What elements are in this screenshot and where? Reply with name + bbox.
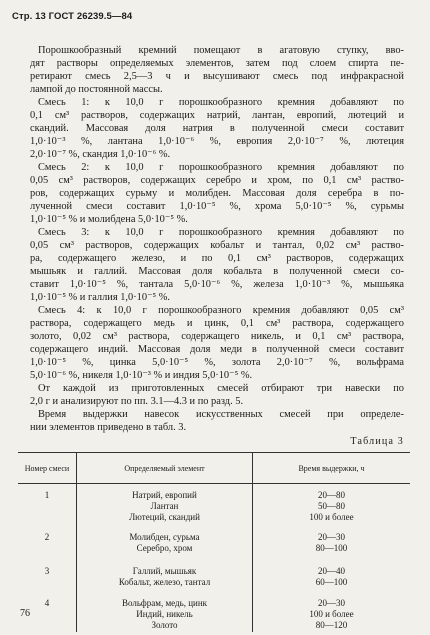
cell-times: 20—40 60—100 <box>253 558 411 592</box>
text-line: 0,1 см³ растворов, содержащих натрий, лантан, европий, лютеций и <box>30 110 404 121</box>
text-line: 1,0·10⁻³ %, лантана 1,0·10⁻⁶ %, европия 2,0·10⁻⁷ %, лютеция <box>30 136 404 147</box>
text-line: 0,05 см³ растворов, содержащих серебро и хром, по 0,1 см³ раство- <box>30 175 404 186</box>
cell-elements: Натрий, европий Лантан Лютеций, скандий <box>77 484 253 524</box>
text-line: нии элементов приведено в табл. 3. <box>30 422 187 433</box>
text-line: Смесь 2: к 10,0 г порошкообразного кремния добавляют по <box>38 162 404 173</box>
text-line: мышьяк и галлий. Массовая доля кобальта в полученной смеси со- <box>30 266 404 277</box>
text-line: 0,05 см³ растворов, содержащих кобальт и тантал, 0,02 см³ раство- <box>30 240 404 251</box>
text-line: ставит 1,0·10⁻⁵ %, тантала 5,0·10⁻⁶ %, железа 1,0·10⁻³ %, мышьяка <box>30 279 404 290</box>
table-row <box>18 558 410 592</box>
text-line: дят растворы определяемых элементов, затем под слоем спирта пе- <box>30 58 404 69</box>
text-line: 2,0·10⁻⁷ %, скандия 1,0·10⁻⁶ %. <box>30 149 171 160</box>
text-line: раствора, содержащего медь и цинк, 0,1 см³ раствора, содержащего <box>30 318 404 329</box>
column-header: Время выдержки, ч <box>253 453 411 484</box>
text-line: Смесь 3: к 10,0 г порошкообразного кремния добавляют по <box>38 227 404 238</box>
text-line: ра, содержащего железо, и по 0,1 см³ растворов, содержащих <box>30 253 404 264</box>
table-row <box>18 592 410 632</box>
cell-elements: Вольфрам, медь, цинк Индий, никель Золото <box>77 592 253 632</box>
text-line: Порошкообразный кремний помещают в агатовую ступку, вво- <box>38 45 404 56</box>
text-line: содержащего индий. Массовая доля меди в полученной смеси составит <box>30 344 404 355</box>
text-line: 2,0 г и анализируют по пп. 3.1—4.3 и по разд. 5. <box>30 396 244 407</box>
cell-elements: Галлий, мышьяк Кобальт, железо, тантал <box>77 558 253 592</box>
cell-times: 20—30 80—100 <box>253 524 411 558</box>
table-caption: Таблица 3 <box>350 436 404 447</box>
cell-number: 2 <box>44 531 50 542</box>
text-line: 1,0·10⁻⁵ % и молибдена 5,0·10⁻⁵ %. <box>30 214 188 225</box>
cell-number: 1 <box>44 490 50 500</box>
cell-number: 4 <box>44 597 50 608</box>
table-header-row <box>18 453 410 484</box>
text-line: Смесь 1: к 10,0 г порошкообразного кремния добавляют по <box>38 97 404 108</box>
text-line: золото, 0,02 см³ раствора, содержащего никель, и 0,1 см³ раствора, <box>30 331 404 342</box>
cell-elements: Молибден, сурьма Серебро, хром <box>77 524 253 558</box>
cell-times: 20—80 50—80 100 и более <box>253 484 411 524</box>
cell-times: 20—30 100 и более 80—120 <box>253 592 411 632</box>
text-line: ретирают смесь 2,5—3 ч и высушивают смесь под инфракрасной <box>30 71 404 82</box>
table-row <box>18 524 410 558</box>
table-row <box>18 484 410 524</box>
text-line: Время выдержки навесок искусственных смесей при определе- <box>38 409 404 420</box>
text-line: 1,0·10⁻⁵ % и галлия 1,0·10⁻⁵ %. <box>30 292 171 303</box>
text-line: От каждой из приготовленных смесей отбирают три навески по <box>38 383 404 394</box>
page-number: 76 <box>20 608 30 619</box>
column-header: Определяемый элемент <box>77 453 253 484</box>
text-line: лученной смеси составит 1,0·10⁻⁵ %, хрома 5,0·10⁻⁵ %, сурьмы <box>30 201 404 212</box>
text-line: скандий. Массовая доля натрия в полученной смеси составит <box>30 123 404 134</box>
text-line: 1,0·10⁻⁵ %, цинка 5,0·10⁻⁵ %, золота 2,0·10⁻⁷ %, вольфрама <box>30 357 404 368</box>
data-table <box>18 452 410 632</box>
page-header: Стр. 13 ГОСТ 26239.5—84 <box>12 11 133 22</box>
text-line: лампой до постоянной массы. <box>30 84 163 95</box>
text-line: Смесь 4: к 10,0 г порошкообразного кремния добавляют 0,05 см³ <box>38 305 404 316</box>
cell-number: 3 <box>44 565 50 576</box>
column-header: Номер смеси <box>18 453 77 484</box>
text-line: ров, содержащих сурьму и молибден. Массовая доля серебра в по- <box>30 188 404 199</box>
text-line: 5,0·10⁻⁶ %, никеля 1,0·10⁻³ % и индия 5,0·10⁻⁵ %. <box>30 370 253 381</box>
